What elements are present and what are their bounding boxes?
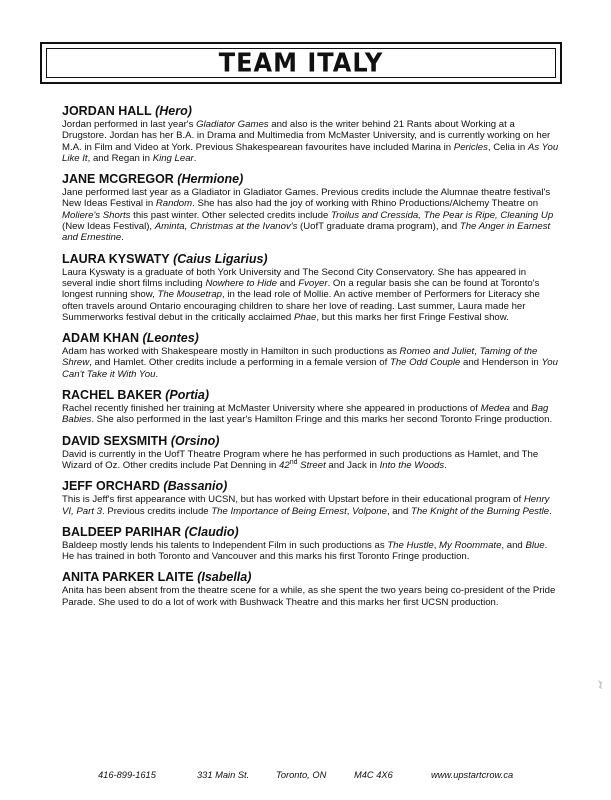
bio-text: ,	[433, 539, 440, 551]
role-paren-open: (	[193, 570, 202, 585]
bio-text: (UofT graduate drama program), and	[297, 221, 460, 233]
scan-speck-icon	[596, 679, 605, 690]
bio-title-italic: The Anger in Earnest and Ernestine	[62, 221, 551, 244]
member-name: LAURA KYSWATY	[62, 251, 170, 266]
member-name: JEFF ORCHARD	[62, 479, 160, 494]
role-paren-open: (	[181, 524, 189, 539]
bio-title-italic: Henry VI, Part 3	[62, 494, 550, 517]
role-paren-open: (	[139, 331, 147, 346]
bio-title-italic: Volpone	[352, 505, 387, 517]
role-paren-open: (	[161, 388, 170, 403]
member-role: Hero	[159, 104, 188, 118]
member-heading	[62, 525, 559, 539]
cast-member	[62, 104, 559, 164]
role-paren-close: )	[247, 570, 252, 585]
bio-text: .	[193, 152, 197, 164]
bio-text: . She also performed in the last year's Hamilton Fringe and this marks her second Toronto Fringe production.	[91, 414, 553, 426]
bio-title-italic: Gladiator Games	[196, 119, 269, 130]
member-role: Hermione	[181, 172, 240, 187]
cast-member	[62, 525, 559, 563]
footer-postal: M4C 4X6	[354, 770, 393, 780]
bio-title-italic: 42	[279, 459, 290, 471]
member-bio	[62, 346, 559, 380]
bio-text: .	[444, 459, 447, 471]
bio-text: . Previous credits include	[102, 505, 212, 517]
bio-text: Anita has been absent from the theatre scene for a while, as she spent the two years being co-president of the Pride Parade. She used to do a lot of work with Bushwack Theatre and this marks her first UCSN production.	[62, 585, 556, 608]
bio-title-italic: You Can't Take it With You	[62, 357, 558, 380]
member-name: ADAM KHAN	[62, 331, 140, 346]
bio-text: Jordan performed in last year's	[62, 119, 197, 130]
bio-title-italic: Fvoyer	[298, 277, 328, 289]
bio-title-italic: The Mousetrap	[157, 289, 222, 301]
member-heading	[62, 331, 559, 345]
role-paren-close: )	[263, 251, 268, 266]
role-paren-close: )	[187, 104, 192, 118]
bio-text: , in the lead role of Mollie. An active member of Performers for Literacy she often travels around Ontario encouraging children to share her love of reading. Last summer, Laura made her Summerworks festival debut in the critically acclaimed	[62, 289, 540, 323]
cast-member	[62, 570, 559, 608]
bio-text: , but this marks her first Fringe Festival show.	[316, 311, 509, 323]
member-bio	[62, 540, 559, 563]
bio-text: , and Regan in	[87, 152, 153, 164]
member-role: Orsino	[174, 433, 216, 448]
cast-member	[62, 434, 559, 472]
bio-title-italic: Street	[297, 459, 326, 471]
footer-website[interactable]: www.upstartcrow.ca	[431, 770, 514, 780]
member-bio	[62, 585, 559, 608]
role-paren-close: )	[223, 479, 228, 494]
bio-title-italic: The Knight of the Burning Pestle	[410, 505, 550, 517]
member-role: Bassanio	[167, 479, 224, 494]
cast-member	[62, 331, 559, 380]
member-role: Isabella	[201, 570, 248, 585]
title-banner	[40, 42, 562, 84]
bio-text: Laura Kyswaty is a graduate of both York University and The Second City Conservatory. She has appeared in several indie short films including	[62, 266, 527, 289]
bio-title-italic: As You Like It	[62, 141, 559, 164]
bio-text: ,	[474, 346, 480, 358]
role-paren-close: )	[234, 524, 239, 539]
bio-text: Rachel recently finished her training at McMaster University where she appeared in productions of	[62, 403, 481, 415]
page-title: TEAM ITALY	[218, 47, 384, 79]
bio-title-italic: My Roommate	[439, 539, 502, 551]
member-bio	[62, 494, 559, 517]
bio-title-italic: Bag Babies	[62, 403, 549, 426]
bio-title-italic: Phae	[293, 311, 317, 323]
cast-member	[62, 252, 559, 323]
bio-text: Baldeep mostly lends his talents to Independent Film in such productions as	[62, 539, 388, 551]
bio-title-italic: Troilus and Cressida, The Pear is Ripe, Cleaning Up	[330, 209, 554, 221]
member-heading	[62, 434, 559, 448]
bio-title-italic: Aminta, Christmas at the Ivanov's	[154, 221, 298, 233]
bio-title-italic: The Importance of Being Ernest	[211, 505, 347, 517]
member-heading	[62, 570, 559, 584]
bio-text: ,	[346, 505, 353, 517]
bio-text: This is Jeff's first appearance with UCSN, but has worked with Upstart before in their educational program of	[62, 494, 524, 506]
bio-title-italic: Nowhere to Hide	[205, 277, 277, 289]
bio-text: , and Hamlet. Other credits include a performing in a female version of	[89, 357, 390, 369]
bio-text: Adam has worked with Shakespeare mostly in Hamilton in such productions as	[62, 346, 400, 358]
bio-title-italic: Romeo and Juliet	[399, 346, 475, 358]
member-bio	[62, 187, 559, 243]
member-bio	[62, 119, 559, 164]
member-name: DAVID SEXSMITH	[62, 433, 168, 448]
member-heading	[62, 104, 559, 118]
role-paren-open: (	[151, 104, 160, 118]
member-role: Portia	[169, 388, 205, 403]
member-role: Leontes	[146, 331, 195, 346]
role-paren-close: )	[215, 433, 220, 448]
cast-member	[62, 172, 559, 243]
title-banner-inner-frame	[46, 48, 556, 78]
bio-text: this past winter. Other selected credits include	[130, 209, 331, 221]
bio-title-italic: Taming of the Shrew	[62, 346, 538, 369]
member-name: ANITA PARKER LAITE	[62, 570, 194, 585]
member-name: BALDEEP PARIHAR	[62, 524, 181, 539]
bio-text: .	[121, 232, 124, 244]
cast-list	[62, 104, 559, 616]
bio-text: and	[276, 277, 299, 289]
bio-superscript: nd	[289, 458, 298, 466]
bio-title-italic: Pericles	[453, 141, 488, 153]
member-role: Claudio	[188, 524, 235, 539]
role-paren-close: )	[194, 331, 199, 346]
member-bio	[62, 403, 559, 426]
bio-title-italic: Random	[155, 198, 193, 210]
bio-title-italic: King Lear	[152, 152, 194, 164]
bio-text: Jane performed last year as a Gladiator in Gladiator Games. Previous credits include the Alumnae theatre festival's New Ideas Festival in	[62, 187, 551, 210]
bio-text: David is currently in the UofT Theatre Program where he has performed in such productions as Hamlet, and The Wizard of Oz. Other credits include Pat Denning in	[62, 448, 539, 471]
footer-street: 331 Main St.	[197, 770, 250, 780]
bio-text: .	[155, 368, 159, 380]
member-name: JANE MCGREGOR	[62, 172, 174, 187]
role-paren-open: (	[173, 172, 182, 187]
member-heading	[62, 252, 559, 266]
bio-text: , and	[501, 539, 526, 551]
bio-text: and Henderson in	[460, 357, 542, 369]
bio-text: and	[509, 403, 532, 415]
footer-phone: 416-899-1615	[98, 770, 156, 780]
member-role: Caius Ligarius	[177, 251, 264, 266]
bio-text: .	[549, 505, 552, 517]
bio-title-italic: The Hustle	[387, 539, 434, 551]
bio-text: . He has trained in both Toronto and Vancouver and this marks his first Toronto Fringe production.	[62, 539, 548, 563]
footer-city: Toronto, ON	[276, 770, 327, 780]
bio-text: , and	[386, 505, 411, 517]
bio-title-italic: The Odd Couple	[389, 357, 461, 369]
role-paren-open: (	[159, 479, 168, 494]
role-paren-close: )	[239, 172, 244, 187]
member-heading	[62, 388, 559, 402]
bio-text: and also is the writer behind 21 Rants about Working at a Drugstore. Jordan has her B.A. in Drama and Multimedia from McMaster University, and is currently working on her M.A. in Film and Video at York. Previous Shakespearean favourites have included Marina in	[62, 119, 551, 153]
member-heading	[62, 479, 559, 493]
bio-text: and Jack in	[325, 459, 380, 471]
member-name: RACHEL BAKER	[62, 388, 162, 403]
bio-text: . She has also had the joy of working with Rhino Productions/Alchemy Theatre on	[192, 198, 539, 210]
member-bio	[62, 449, 559, 472]
role-paren-close: )	[204, 388, 210, 403]
member-name: JORDAN HALL	[62, 104, 152, 118]
cast-member	[62, 479, 559, 517]
bio-text: (New Ideas Festival),	[62, 221, 155, 233]
member-heading	[62, 172, 559, 186]
role-paren-open: (	[169, 251, 178, 266]
bio-text: , Celia in	[487, 141, 528, 153]
member-bio	[62, 267, 559, 323]
bio-title-italic: Medea	[480, 403, 510, 415]
bio-text: . On a regular basis she can be found at Toronto's longest running show,	[62, 277, 540, 301]
bio-title-italic: Into the Woods	[379, 459, 445, 471]
role-paren-open: (	[167, 433, 175, 448]
bio-title-italic: Moliere's Shorts	[62, 209, 131, 221]
cast-member	[62, 388, 559, 426]
bio-title-italic: Blue	[525, 539, 545, 551]
